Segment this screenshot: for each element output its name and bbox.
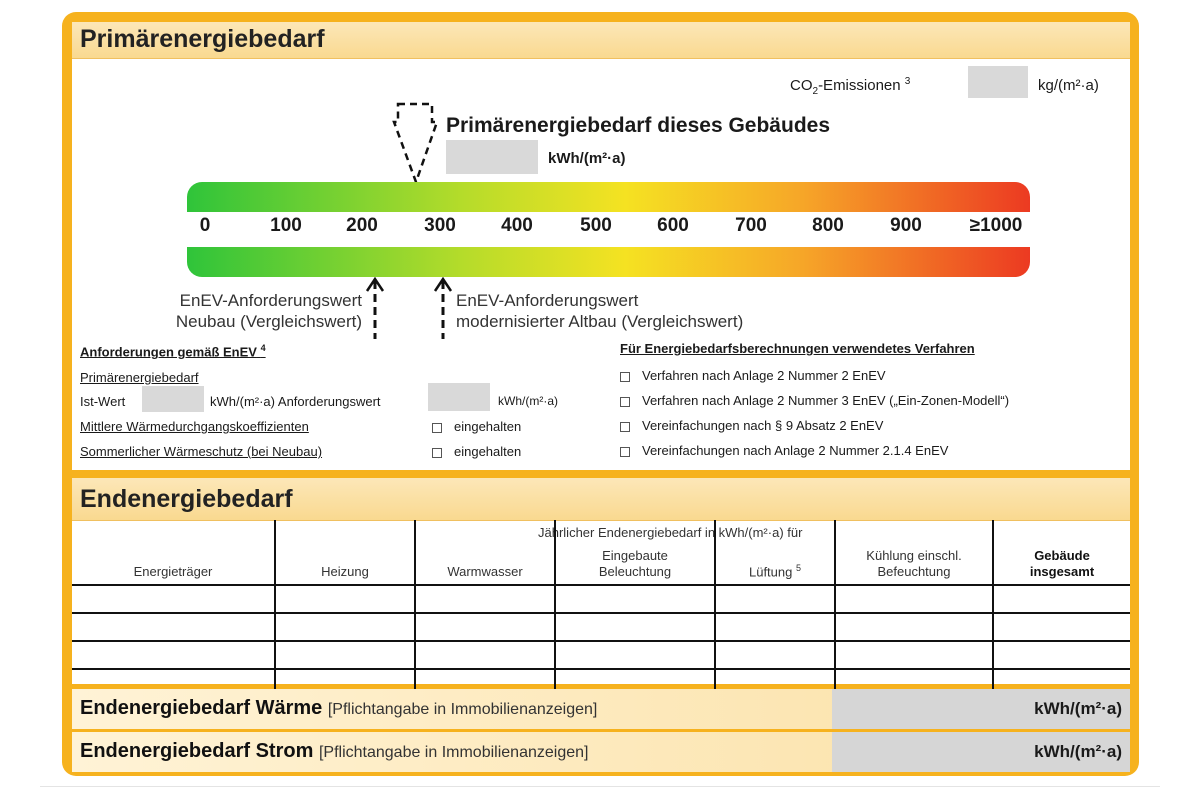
final-table-caption: Jährlicher Endenergiebedarf in kWh/(m²·a) für — [538, 525, 803, 540]
strom-label: Endenergiebedarf Strom — [80, 740, 314, 762]
scale-tick: 100 — [270, 215, 302, 236]
strom-note: [Pflichtangabe in Immobilienanzeigen] — [318, 744, 589, 761]
anforderungswert-value-field — [428, 383, 490, 411]
waerme-note: [Pflichtangabe in Immobilienanzeigen] — [327, 701, 598, 718]
energy-scale-bar-bottom — [187, 247, 1030, 277]
primary-energy-title: Primärenergiebedarf — [80, 25, 325, 53]
col-warmwasser: Warmwasser — [415, 520, 555, 585]
checkbox[interactable] — [432, 448, 442, 458]
scale-tick: 300 — [424, 215, 456, 236]
sommer-check: eingehalten — [432, 444, 521, 459]
checkbox[interactable] — [432, 423, 442, 433]
energy-scale-bar-top — [187, 182, 1030, 212]
col-lueftung: Lüftung $^5$ — [715, 520, 835, 585]
col-heizung: Heizung — [275, 520, 415, 585]
mittlere-label: Mittlere Wärmedurchgangskoeffizienten — [80, 419, 309, 434]
mittlere-check: eingehalten — [432, 419, 521, 434]
co2-label: $CO_2$-Emissionen $^3$ — [790, 76, 911, 97]
scale-tick: 700 — [735, 215, 767, 236]
istwert-unit: kWh/(m²·a) Anforderungswert — [210, 394, 381, 409]
page-divider — [40, 786, 1160, 787]
reference-new-label: EnEV-Anforderungswert Neubau (Vergleichswert) — [175, 291, 362, 331]
checkbox[interactable] — [620, 422, 630, 432]
strom-unit: kWh/(m²·a) — [1034, 742, 1122, 761]
method-item: Vereinfachungen nach § 9 Absatz 2 EnEV — [620, 418, 883, 433]
col-kuehlung: Kühlung einschl. Befeuchtung — [835, 520, 993, 585]
scale-tick: 900 — [890, 215, 922, 236]
checkbox[interactable] — [620, 397, 630, 407]
waerme-summary — [72, 689, 1130, 729]
table-row — [72, 613, 1130, 641]
building-value-field — [446, 140, 538, 174]
final-energy-title: Endenergiebedarf — [80, 485, 293, 513]
scale-tick: 0 — [199, 215, 211, 236]
waerme-unit: kWh/(m²·a) — [1034, 699, 1122, 718]
waerme-label: Endenergiebedarf Wärme — [80, 697, 323, 719]
reference-old-label: EnEV-Anforderungswert modernisierter Altbau (Vergleichswert) — [456, 291, 744, 331]
requirements-heading: Anforderungen gemäß EnEV $^4$ — [80, 343, 266, 360]
method-item: Vereinfachungen nach Anlage 2 Nummer 2.1.4 EnEV — [620, 443, 948, 458]
istwert-label: Ist-Wert — [80, 394, 126, 409]
strom-summary — [72, 732, 1130, 772]
checkbox[interactable] — [620, 447, 630, 457]
reference-new-arrow-icon — [364, 277, 386, 341]
building-indicator-arrow-icon — [390, 100, 440, 184]
col-beleuchtung: Eingebaute Beleuchtung — [555, 520, 715, 585]
scale-tick: 800 — [812, 215, 844, 236]
reference-old-arrow-icon — [432, 277, 454, 341]
co2-unit: kg/(m²·a) — [1038, 77, 1099, 94]
method-item: Verfahren nach Anlage 2 Nummer 2 EnEV — [620, 368, 886, 383]
building-unit: kWh/(m²·a) — [548, 150, 626, 167]
anforderungswert-unit: kWh/(m²·a) — [498, 394, 558, 408]
col-energietraeger: Energieträger — [133, 564, 213, 579]
checkbox[interactable] — [620, 372, 630, 382]
scale-tick: 500 — [580, 215, 612, 236]
co2-value-field — [968, 66, 1028, 98]
method-item: Verfahren nach Anlage 2 Nummer 3 EnEV („Ein-Zonen-Modell“) — [620, 393, 1009, 408]
building-demand-label: Primärenergiebedarf dieses Gebäudes — [446, 114, 830, 137]
scale-tick: 600 — [657, 215, 689, 236]
table-row — [72, 585, 1130, 613]
final-energy-table — [72, 520, 1130, 698]
scale-tick: ≥1000 — [969, 215, 1023, 236]
scale-tick: 400 — [501, 215, 533, 236]
istwert-value-field — [142, 386, 204, 412]
col-gesamt: Gebäude insgesamt — [993, 520, 1130, 585]
table-row — [72, 641, 1130, 669]
req-primary-label: Primärenergiebedarf — [80, 370, 199, 385]
sommer-label: Sommerlicher Wärmeschutz (bei Neubau) — [80, 444, 323, 459]
scale-tick: 200 — [346, 215, 378, 236]
method-heading: Für Energiebedarfsberechnungen verwendetes Verfahren — [620, 341, 975, 356]
